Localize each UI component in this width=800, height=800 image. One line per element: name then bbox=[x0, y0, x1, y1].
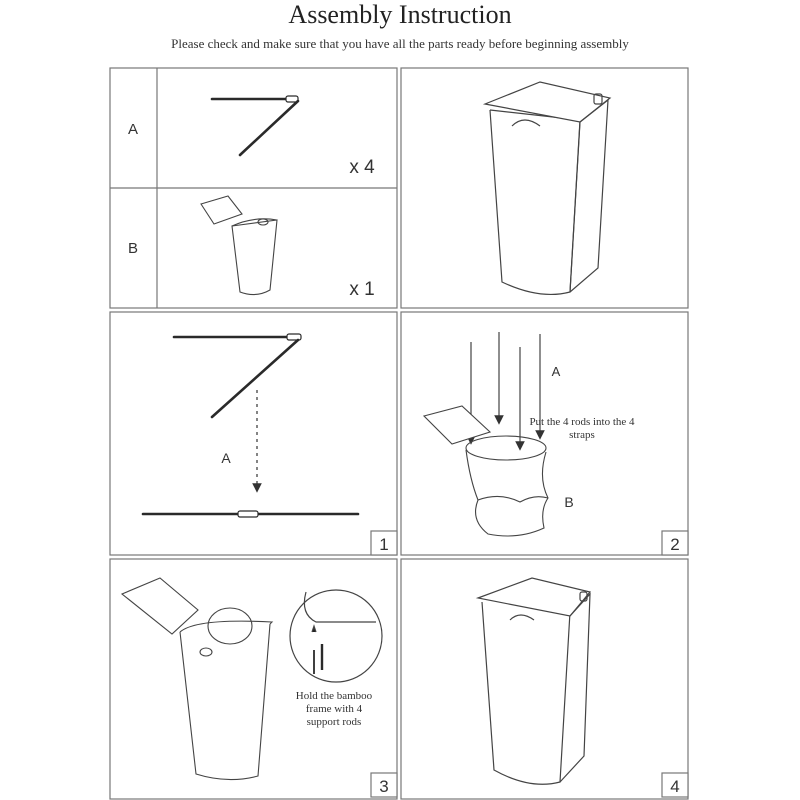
part-a-rod-illustration bbox=[212, 96, 298, 155]
part-b-quantity: x 1 bbox=[349, 279, 375, 300]
page-subtitle: Please check and make sure that you have all the parts ready before beginning assembly bbox=[171, 36, 629, 51]
part-a-label: A bbox=[127, 121, 139, 138]
page-title: Assembly Instruction bbox=[288, 0, 512, 29]
step-2-note-line-1: Put the 4 rods into the 4 bbox=[529, 416, 635, 428]
step-4-assembled-basket bbox=[478, 578, 590, 784]
parts-panel bbox=[110, 68, 397, 308]
step-3-panel bbox=[110, 559, 397, 799]
part-b-basket-illustration bbox=[201, 196, 277, 295]
part-a-quantity: x 4 bbox=[349, 157, 375, 178]
part-b-label: B bbox=[127, 240, 139, 257]
step-2-basket-label: B bbox=[564, 494, 574, 510]
step-1-straight-rod bbox=[143, 511, 358, 517]
step-4-panel bbox=[401, 559, 688, 799]
step-3-note-line-3: support rods bbox=[306, 716, 362, 728]
step-1-rod-label: A bbox=[221, 450, 231, 466]
step-3-magnifier-detail bbox=[290, 590, 382, 682]
step-2-rods-label: A bbox=[551, 364, 561, 379]
step-3-note-line-2: frame with 4 bbox=[305, 703, 363, 715]
step-2-panel bbox=[401, 312, 688, 555]
step-2-note-line-2: straps bbox=[569, 429, 595, 441]
step-2-number: 2 bbox=[670, 535, 680, 554]
step-1-number: 1 bbox=[379, 535, 389, 554]
overview-panel bbox=[401, 68, 688, 308]
step-1-rod-illustration bbox=[174, 334, 301, 417]
step-4-number: 4 bbox=[670, 777, 680, 796]
step-3-number: 3 bbox=[379, 777, 389, 796]
step-3-note-line-1: Hold the bamboo bbox=[295, 690, 373, 702]
assembled-basket-illustration bbox=[485, 82, 610, 294]
step-1-panel bbox=[110, 312, 397, 555]
step-3-basket-open-lid bbox=[122, 578, 272, 780]
